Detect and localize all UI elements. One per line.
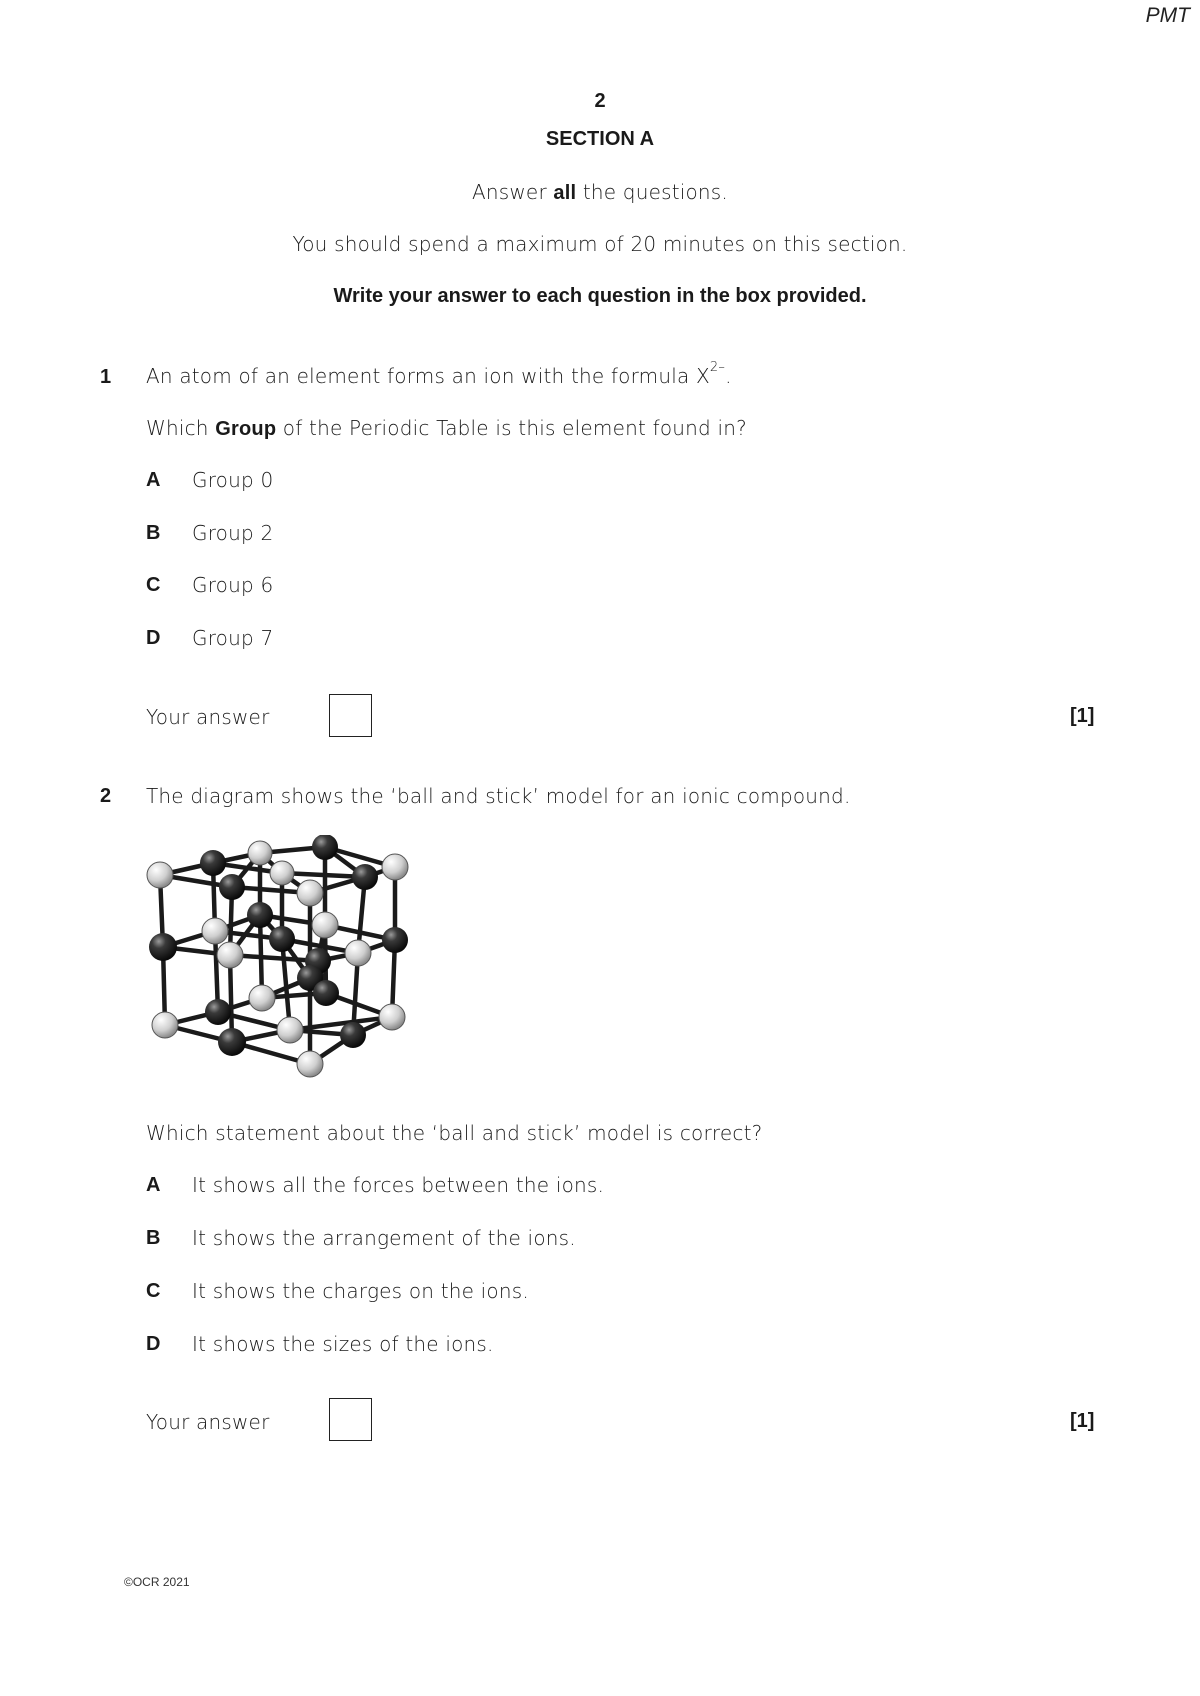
question-1-stem: An atom of an element forms an ion with the formula $X^{2-}$.: [146, 360, 732, 388]
q1-answer-box[interactable]: [329, 694, 372, 737]
question-2-stem: The diagram shows the ‘ball and stick’ model for an ionic compound.: [146, 784, 851, 808]
answer-note: Write your answer to each question in the box provided.: [333, 285, 867, 307]
q1-option-a-letter: A: [146, 469, 161, 491]
q2-option-d-text: It shows the sizes of the ions.: [192, 1332, 494, 1356]
q2-option-a-text: It shows all the forces between the ions.: [192, 1173, 605, 1197]
question-2-prompt: Which statement about the ‘ball and stick’ model is correct?: [146, 1121, 763, 1145]
page-number: 2: [594, 90, 606, 112]
q1-option-c-text: Group 6: [192, 573, 274, 597]
ball-and-stick-diagram: [140, 835, 420, 1095]
q1-option-b-letter: B: [146, 522, 161, 544]
q1-answer-label: Your answer: [146, 705, 270, 729]
q2-answer-box[interactable]: [329, 1398, 372, 1441]
q2-option-b-letter: B: [146, 1227, 161, 1249]
question-1-number: 1: [100, 366, 112, 388]
q1-option-c-letter: C: [146, 574, 161, 596]
q2-answer-label: Your answer: [146, 1410, 270, 1434]
section-instruction: Answer all the questions.: [472, 180, 728, 204]
time-note: You should spend a maximum of 20 minutes on this section.: [292, 232, 908, 256]
question-1-prompt: Which Group of the Periodic Table is this element found in?: [146, 416, 747, 440]
watermark: PMT: [1145, 4, 1190, 27]
q2-option-a-letter: A: [146, 1174, 161, 1196]
q2-option-d-letter: D: [146, 1333, 161, 1355]
q1-option-b-text: Group 2: [192, 521, 274, 545]
q1-option-d-text: Group 7: [192, 626, 274, 650]
copyright: ©OCR 2021: [124, 1575, 190, 1589]
q2-option-c-text: It shows the charges on the ions.: [192, 1279, 529, 1303]
section-title: SECTION A: [545, 128, 655, 150]
question-2-number: 2: [100, 785, 112, 807]
q1-marks: [1]: [1070, 705, 1095, 727]
q1-option-d-letter: D: [146, 627, 161, 649]
q2-marks: [1]: [1070, 1410, 1095, 1432]
q1-option-a-text: Group 0: [192, 468, 274, 492]
q2-option-c-letter: C: [146, 1280, 161, 1302]
q2-option-b-text: It shows the arrangement of the ions.: [192, 1226, 576, 1250]
